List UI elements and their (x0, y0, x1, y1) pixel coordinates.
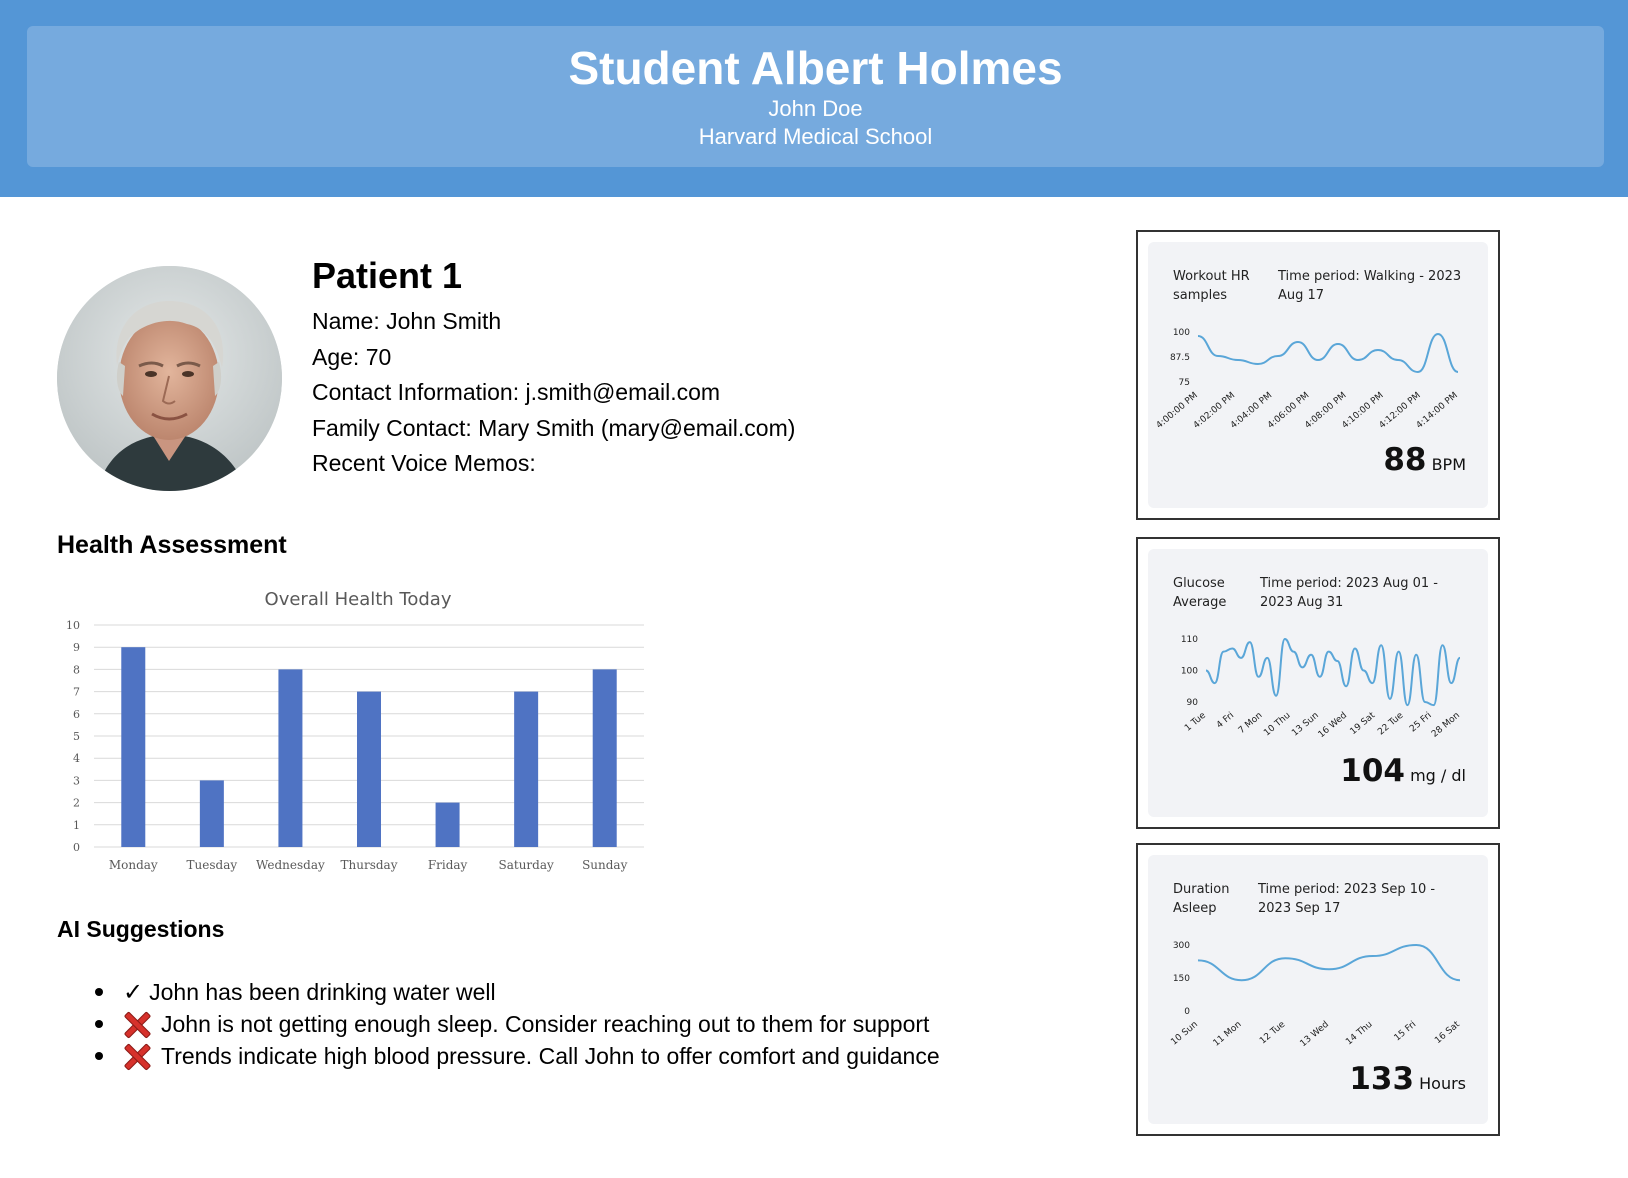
x-tick-label: 4 Fri (1214, 710, 1237, 731)
x-tick-label: 1 Tue (1183, 710, 1208, 734)
suggestion-item (95, 976, 940, 1008)
y-tick-label: 100 (1172, 328, 1190, 338)
y-tick-label: 110 (1180, 635, 1198, 645)
series-line (1198, 334, 1458, 372)
glucose-number: 104 (1340, 753, 1405, 789)
y-tick-label: 9 (73, 641, 80, 655)
x-tick-label: 4:06:00 PM (1266, 390, 1312, 431)
ai-suggestions-heading: AI Suggestions (57, 916, 225, 942)
x-tick-label: 25 Fri (1408, 710, 1434, 735)
bullet-icon (95, 1020, 103, 1028)
y-tick-label: 0 (1184, 1007, 1190, 1017)
bar (514, 692, 538, 847)
bar (200, 780, 224, 847)
y-tick-label: 4 (73, 752, 80, 766)
check-icon: ✓ (123, 978, 144, 1006)
x-tick-label: 14 Thu (1344, 1019, 1375, 1048)
sleep-unit: Hours (1419, 1074, 1466, 1093)
y-tick-label: 6 (73, 707, 80, 721)
sleep-card (1136, 843, 1500, 1136)
x-tick-label: 11 Mon (1211, 1019, 1244, 1049)
x-tick-label: 19 Sat (1348, 710, 1378, 737)
y-tick-label: 100 (1180, 666, 1198, 677)
heart-rate-unit: BPM (1431, 455, 1466, 474)
bullet-icon (95, 988, 103, 996)
x-tick-label: 7 Mon (1236, 710, 1265, 737)
heart-rate-period: Time period: Walking - 2023 Aug 17 (1278, 269, 1462, 303)
overall-health-chart-svg (52, 580, 652, 880)
patient-photo-icon (57, 266, 282, 491)
y-tick-label: 7 (73, 685, 80, 699)
y-tick-label: 0 (73, 841, 80, 854)
x-tick-label: 16 Sat (1433, 1019, 1462, 1046)
sleep-value (1349, 1061, 1466, 1097)
glucose-title: Glucose Average (1173, 576, 1227, 610)
series-line (1198, 945, 1460, 980)
bar (593, 669, 617, 847)
glucose-value (1340, 753, 1466, 789)
bar (357, 692, 381, 847)
x-tick-label: 4:04:00 PM (1228, 390, 1275, 431)
suggestion-item (95, 1008, 940, 1040)
bullet-icon (95, 1052, 103, 1060)
patient-age: Age: 70 (312, 343, 392, 370)
page-title: Student Albert Holmes (568, 42, 1063, 94)
suggestion-text: John is not getting enough sleep. Consider reaching out to them for support (161, 1011, 930, 1037)
bar (436, 803, 460, 847)
y-tick-label: 8 (73, 663, 80, 677)
x-tick-label: Wednesday (256, 858, 325, 872)
heart-rate-value (1383, 442, 1466, 478)
x-tick-label: 22 Tue (1376, 710, 1406, 738)
suggestion-text: John has been drinking water well (149, 979, 496, 1005)
cross-icon (123, 1011, 149, 1037)
x-tick-label: Monday (108, 858, 158, 872)
x-tick-label: Friday (427, 858, 468, 872)
family-contact: Family Contact: Mary Smith (mary@email.com) (312, 414, 796, 441)
glucose-period: Time period: 2023 Aug 01 - 2023 Aug 31 (1260, 576, 1438, 610)
y-tick-label: 300 (1172, 941, 1190, 951)
patient-avatar (57, 266, 282, 491)
y-tick-label: 90 (1186, 698, 1198, 708)
chart-title: Overall Health Today (264, 589, 452, 610)
x-tick-label: 13 Wed (1298, 1019, 1331, 1050)
x-tick-label: 12 Tue (1258, 1019, 1288, 1047)
x-tick-label: 4:10:00 PM (1340, 390, 1386, 431)
y-tick-label: 2 (73, 796, 80, 810)
header-band (0, 0, 1628, 197)
y-tick-label: 5 (73, 730, 80, 743)
bar (121, 647, 145, 847)
heart-rate-card (1136, 230, 1500, 520)
x-tick-label: Thursday (340, 858, 398, 872)
series-line (1206, 639, 1460, 705)
x-tick-label: 4:12:00 PM (1377, 390, 1423, 431)
y-tick-label: 1 (73, 818, 80, 832)
y-tick-label: 75 (1178, 378, 1190, 388)
x-tick-label: 4:14:00 PM (1414, 390, 1460, 431)
x-tick-label: Tuesday (186, 858, 238, 872)
glucose-unit: mg / dl (1410, 766, 1466, 785)
patient-title: Patient 1 (312, 255, 463, 296)
patient-contact: Contact Information: j.smith@email.com (312, 379, 721, 405)
health-assessment-heading: Health Assessment (57, 531, 287, 559)
sleep-title: Duration Asleep (1173, 882, 1230, 916)
voice-memos-label: Recent Voice Memos: (312, 450, 536, 476)
x-tick-label: 16 Wed (1316, 710, 1350, 741)
x-tick-label: 4:08:00 PM (1303, 390, 1349, 431)
heart-rate-card-inner (1148, 242, 1488, 508)
x-tick-label: 10 Sun (1169, 1019, 1200, 1048)
x-tick-label: 4:02:00 PM (1191, 390, 1238, 431)
school-name: Harvard Medical School (698, 124, 933, 149)
x-tick-label: 10 Thu (1262, 710, 1293, 739)
bar (278, 669, 302, 847)
sleep-period: Time period: 2023 Sep 10 - 2023 Sep 17 (1258, 882, 1436, 916)
sleep-number: 133 (1349, 1061, 1415, 1097)
glucose-card (1136, 537, 1500, 829)
x-tick-label: 13 Sun (1290, 710, 1321, 739)
heart-rate-number: 88 (1383, 442, 1427, 478)
sleep-card-inner (1148, 855, 1488, 1124)
x-tick-label: 4:00:00 PM (1154, 390, 1200, 431)
header-subtitle: John Doe (768, 96, 863, 121)
y-tick-label: 10 (66, 619, 80, 632)
heart-rate-title: Workout HR samples (1173, 269, 1250, 303)
header-card (27, 26, 1604, 167)
y-tick-label: 150 (1172, 974, 1190, 984)
patient-name: Name: John Smith (312, 308, 502, 334)
y-tick-label: 87.5 (1169, 353, 1190, 363)
suggestion-item (95, 1040, 940, 1072)
x-tick-label: Saturday (498, 858, 554, 872)
suggestion-list (95, 976, 940, 1072)
x-tick-label: 28 Mon (1429, 710, 1462, 740)
cross-icon (123, 1043, 149, 1069)
patient-info (312, 254, 795, 482)
suggestion-text: Trends indicate high blood pressure. Call John to offer comfort and guidance (161, 1043, 940, 1069)
glucose-card-inner (1148, 549, 1488, 817)
overall-health-chart (52, 580, 652, 880)
x-tick-label: 15 Fri (1392, 1019, 1419, 1044)
y-tick-label: 3 (73, 774, 80, 788)
x-tick-label: Sunday (582, 858, 628, 872)
